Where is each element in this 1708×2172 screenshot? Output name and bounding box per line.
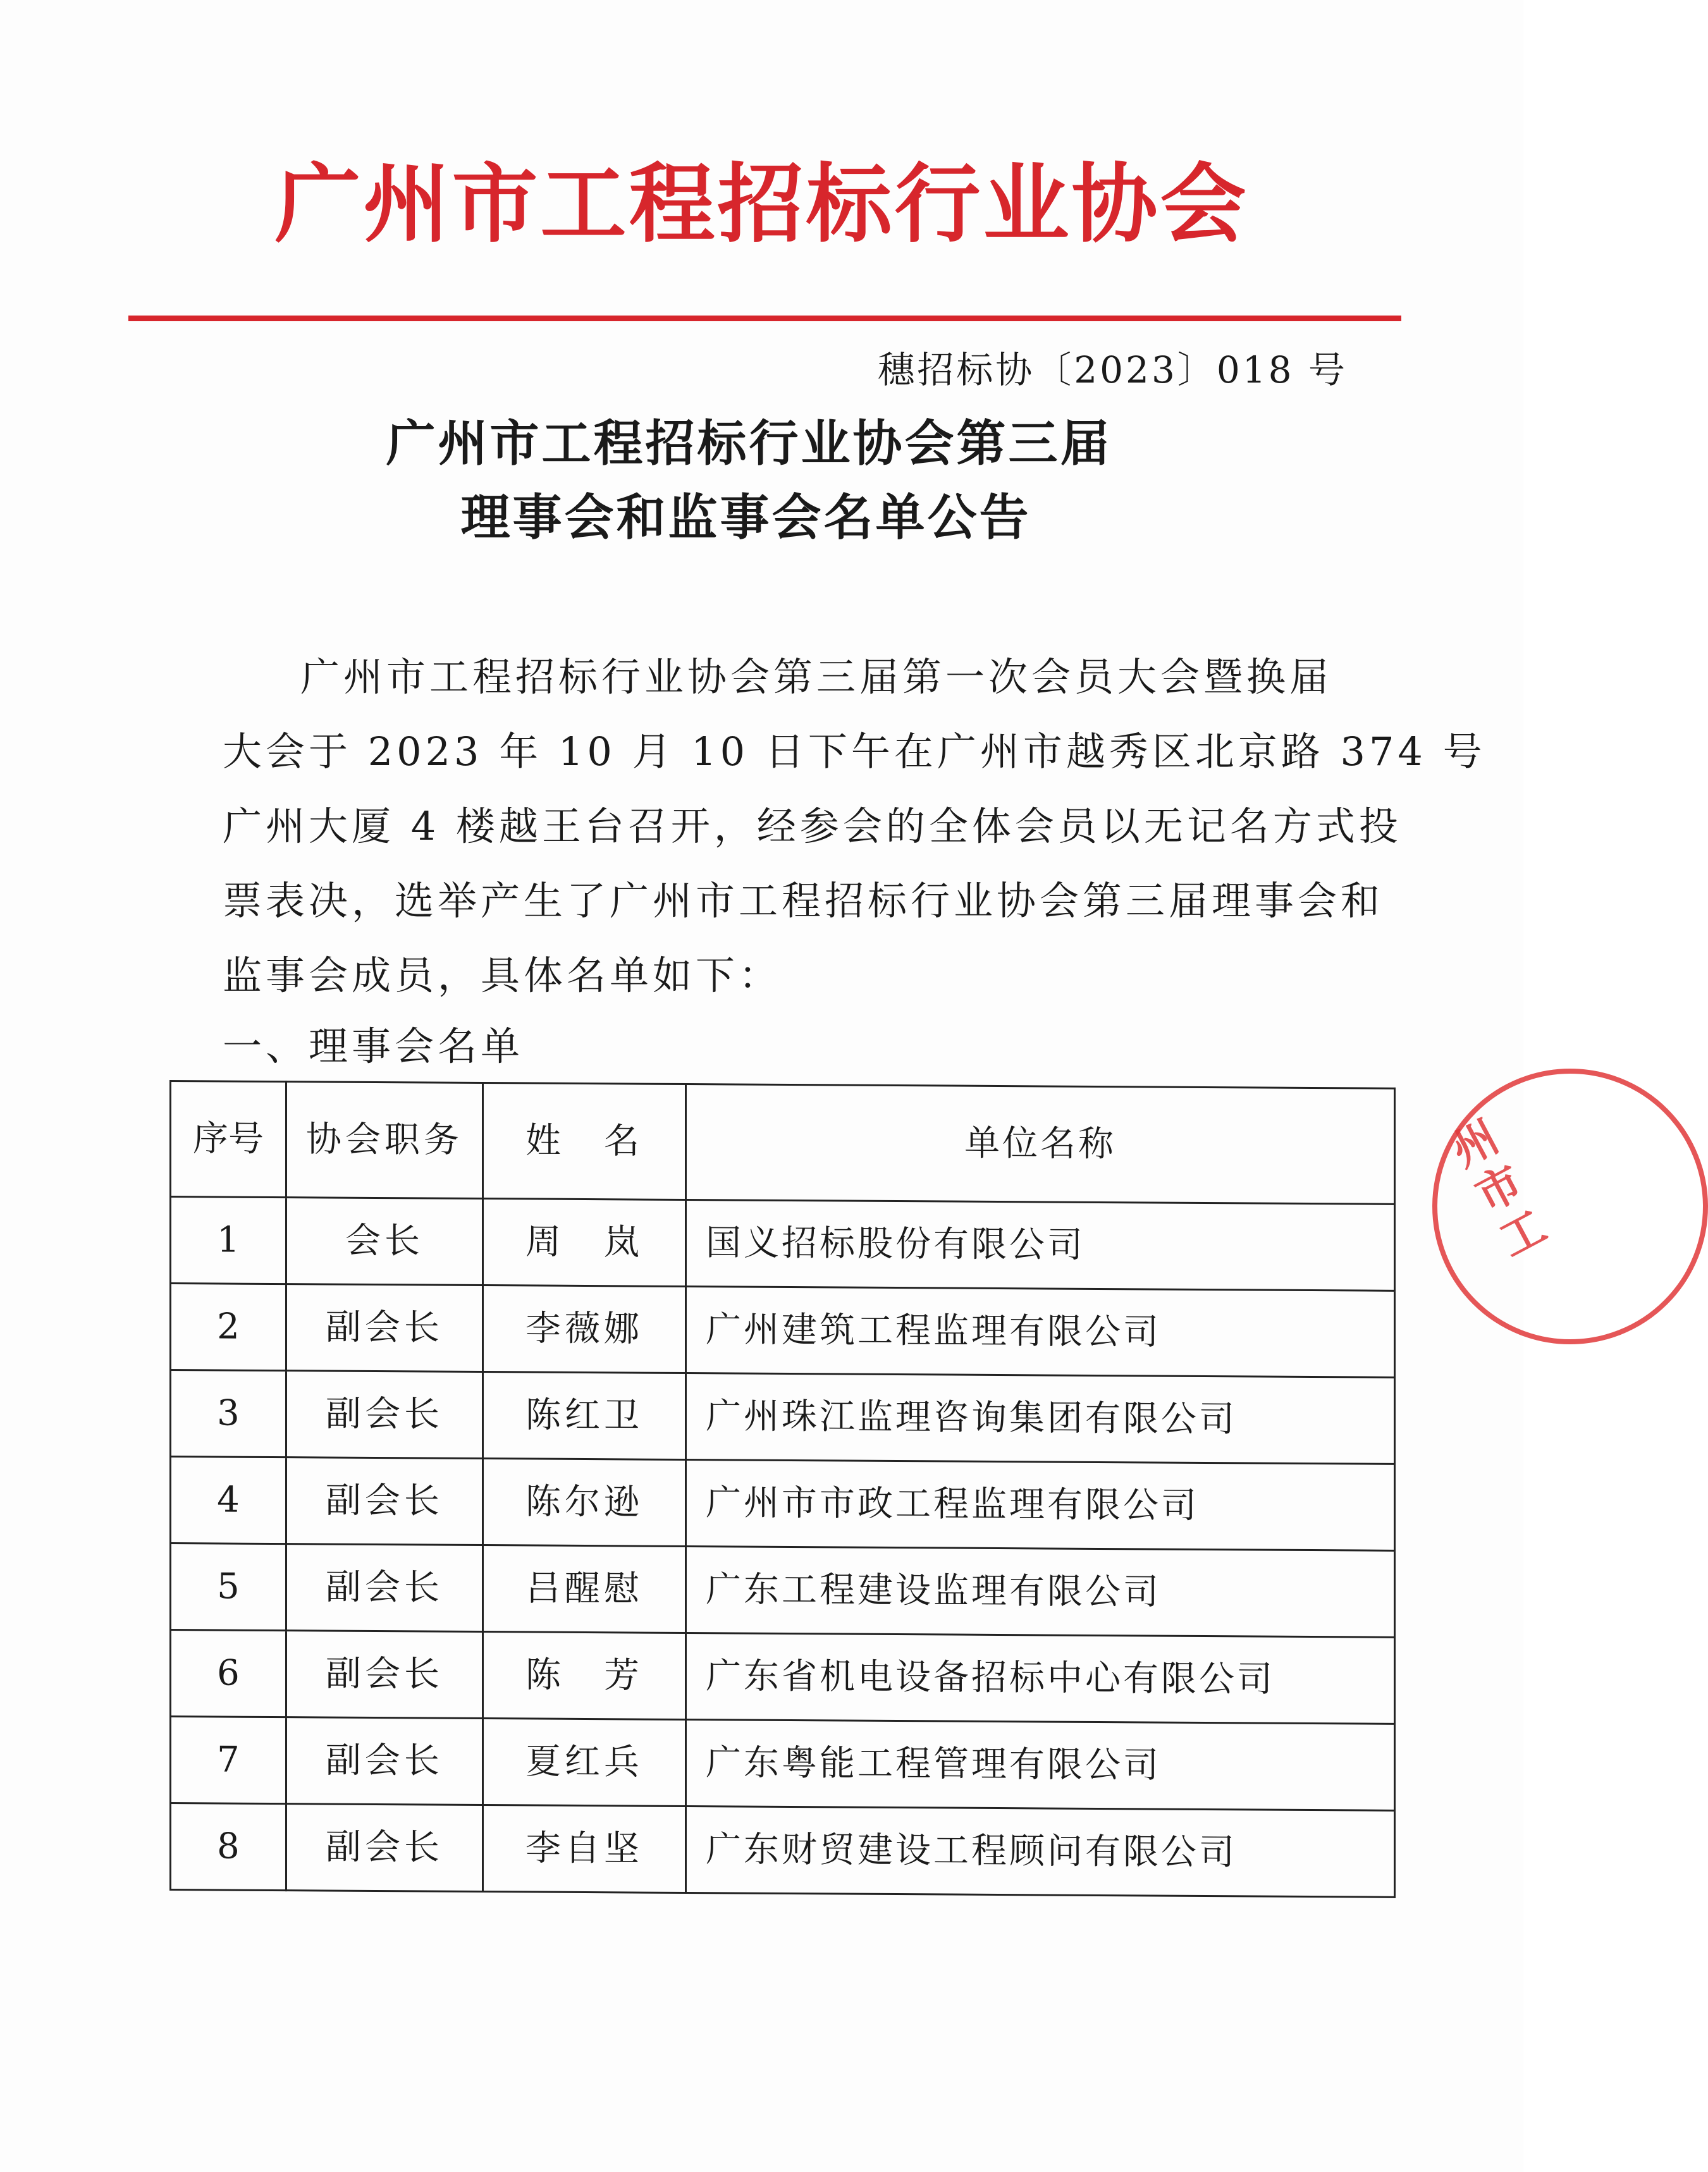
notice-title-line-2: 理事会和监事会名单公告 [460,489,1031,546]
cell-index: 8 [171,1803,286,1891]
header-organization: 单位名称 [686,1084,1395,1204]
table-row [171,1457,1395,1551]
table-row [171,1717,1395,1811]
cell-index: 3 [171,1370,286,1457]
header-index: 序号 [171,1081,286,1198]
cell-index: 7 [171,1717,286,1804]
table-row [171,1370,1395,1464]
paragraph-line-5: 监事会成员，具体名单如下： [223,952,782,998]
table-header-row [171,1081,1395,1205]
cell-name: 陈尔逊 [483,1459,686,1547]
paragraph-line-2: 大会于 2023 年 10 月 10 日下午在广州市越秀区北京路 374 号 [223,728,1486,775]
cell-organization: 广东粤能工程管理有限公司 [686,1719,1395,1810]
official-seal-text: 州市工 [1443,1110,1555,1267]
cell-index: 4 [171,1457,286,1544]
masthead-title: 广州市工程招标行业协会 [274,154,1249,255]
cell-name: 李薇娜 [483,1285,686,1373]
paragraph-line-1: 广州市工程招标行业协会第三届第一次会员大会暨换届 [300,654,1333,700]
cell-organization: 广州建筑工程监理有限公司 [686,1286,1395,1377]
cell-index: 1 [171,1197,286,1284]
council-member-table [169,1080,1396,1898]
cell-name: 周 岚 [483,1199,686,1287]
cell-position: 副会长 [286,1804,483,1892]
cell-name: 夏红兵 [483,1719,686,1807]
header-name: 姓 名 [483,1083,686,1200]
cell-organization: 广东财贸建设工程顾问有限公司 [686,1806,1395,1897]
header-position: 协会职务 [286,1082,483,1199]
cell-position: 副会长 [286,1457,483,1545]
cell-organization: 广东工程建设监理有限公司 [686,1546,1395,1637]
table-row [171,1630,1395,1724]
section-heading-council-list: 一、理事会名单 [223,1023,524,1069]
cell-index: 6 [171,1630,286,1717]
cell-position: 副会长 [286,1631,483,1719]
cell-position: 副会长 [286,1717,483,1805]
cell-name: 吕醒慰 [483,1545,686,1633]
cell-position: 会长 [286,1198,483,1285]
document-number: 穗招标协〔2023〕018 号 [878,348,1348,391]
cell-name: 李自坚 [483,1805,686,1893]
cell-organization: 国义招标股份有限公司 [686,1200,1395,1291]
cell-organization: 广东省机电设备招标中心有限公司 [686,1633,1395,1724]
cell-position: 副会长 [286,1544,483,1632]
cell-name: 陈红卫 [483,1372,686,1460]
masthead-red-rule [128,316,1401,321]
table-row [171,1197,1395,1291]
cell-organization: 广州市市政工程监理有限公司 [686,1459,1395,1550]
cell-index: 2 [171,1284,286,1371]
notice-title-line-1: 广州市工程招标行业协会第三届 [386,415,1112,472]
table-row [171,1543,1395,1638]
paragraph-line-3: 广州大厦 4 楼越王台召开，经参会的全体会员以无记名方式投 [223,803,1402,849]
table-row [171,1284,1395,1378]
table-row [171,1803,1395,1898]
cell-organization: 广州珠江监理咨询集团有限公司 [686,1373,1395,1464]
cell-name: 陈 芳 [483,1632,686,1720]
cell-index: 5 [171,1543,286,1631]
paragraph-line-4: 票表决，选举产生了广州市工程招标行业协会第三届理事会和 [223,878,1384,924]
cell-position: 副会长 [286,1371,483,1459]
cell-position: 副会长 [286,1284,483,1372]
